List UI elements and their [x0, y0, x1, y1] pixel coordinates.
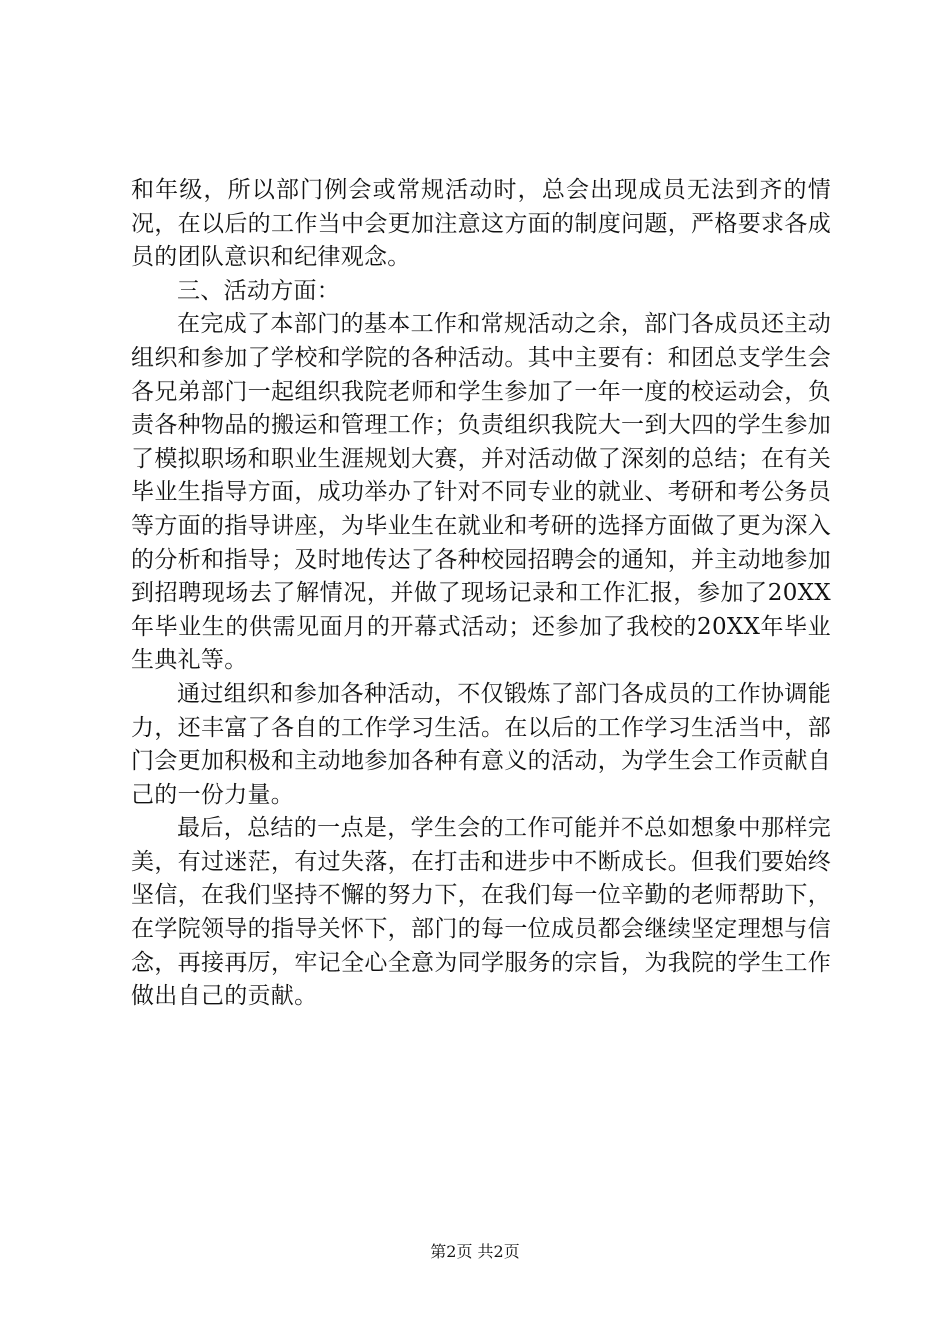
paragraph-3: 在完成了本部门的基本工作和常规活动之余，部门各成员还主动组织和参加了学校和学院的各种活动。其中主要有：和团总支学生会各兄弟部门一起组织我院老师和学生参加了一年一度的校运动会，负责各种物品的搬运和管理工作；负责组织我院大一到大四的学生参加了模拟职场和职业生涯规划大赛，并对活动做了深刻的总结；在有关毕业生指导方面，成功举办了针对不同专业的就业、考研和考公务员等方面的指导讲座，为毕业生在就业和考研的选择方面做了更为深入的分析和指导；及时地传达了各种校园招聘会的通知，并主动地参加到招聘现场去了解情况，并做了现场记录和工作汇报，参加了20XX年毕业生的供需见面月的开幕式活动；还参加了我校的20XX年毕业生典礼等。 — [131, 311, 831, 674]
page-footer: 第2页 共2页 — [430, 1242, 520, 1261]
document-body — [131, 174, 831, 1014]
paragraph-4: 通过组织和参加各种活动，不仅锻炼了部门各成员的工作协调能力，还丰富了各自的工作学习生活。在以后的工作学习生活当中，部门会更加积极和主动地参加各种有意义的活动，为学生会工作贡献自己的一份力量。 — [131, 680, 831, 808]
paragraph-2-heading: 三、活动方面： — [177, 277, 341, 304]
paragraph-1: 和年级，所以部门例会或常规活动时，总会出现成员无法到齐的情况，在以后的工作当中会更加注意这方面的制度问题，严格要求各成员的团队意识和纪律观念。 — [131, 177, 831, 271]
paragraph-5: 最后，总结的一点是，学生会的工作可能并不总如想象中那样完美，有过迷茫，有过失落，在打击和进步中不断成长。但我们要始终坚信，在我们坚持不懈的努力下，在我们每一位辛勤的老师帮助下，在学院领导的指导关怀下，部门的每一位成员都会继续坚定理想与信念，再接再厉，牢记全心全意为同学服务的宗旨，为我院的学生工作做出自己的贡献。 — [131, 815, 831, 1010]
